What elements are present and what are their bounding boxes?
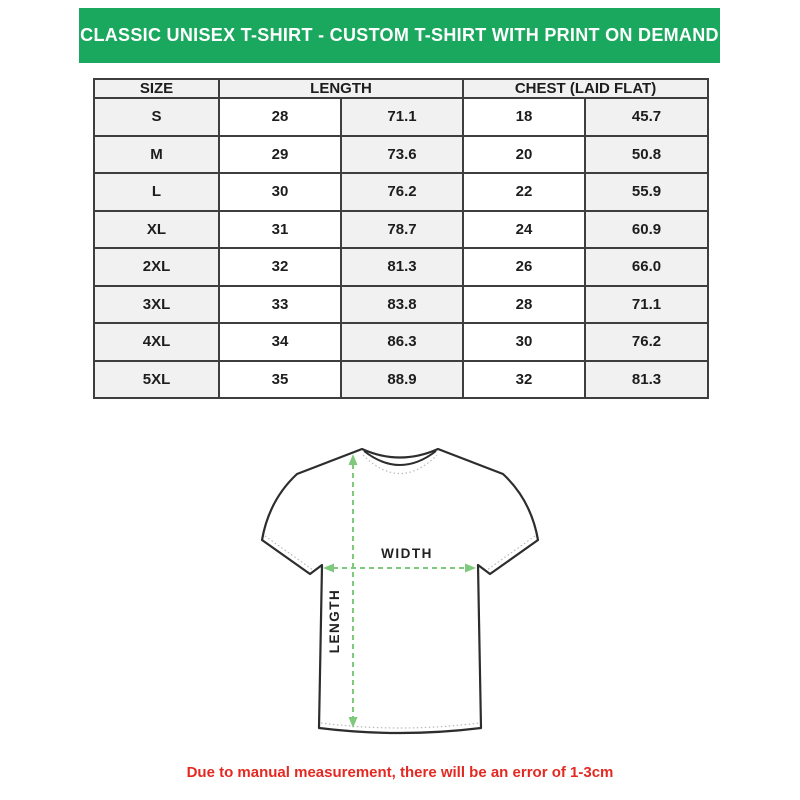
tshirt-illustration [255, 445, 545, 745]
length-label: LENGTH [327, 588, 342, 654]
table-row [94, 136, 708, 174]
page-title: CLASSIC UNISEX T-SHIRT - CUSTOM T-SHIRT WITH PRINT ON DEMAND [80, 25, 719, 45]
length-in-cell: 34 [219, 323, 341, 361]
tshirt-outline [262, 449, 538, 733]
chest-cm-cell: 45.7 [585, 98, 708, 136]
length-in-cell: 32 [219, 248, 341, 286]
size-chart-table [93, 78, 709, 399]
chest-in-cell: 18 [463, 98, 585, 136]
chest-cm-cell: 66.0 [585, 248, 708, 286]
chest-cm-cell: 60.9 [585, 211, 708, 249]
table-row [94, 211, 708, 249]
col-header-chest: CHEST (LAID FLAT) [463, 79, 708, 98]
chest-cm-cell: 81.3 [585, 361, 708, 399]
size-cell: 2XL [94, 248, 219, 286]
length-cm-cell: 71.1 [341, 98, 463, 136]
size-cell: L [94, 173, 219, 211]
length-in-cell: 33 [219, 286, 341, 324]
length-cm-cell: 78.7 [341, 211, 463, 249]
measurement-note: Due to manual measurement, there will be an error of 1-3cm [186, 764, 614, 781]
chest-in-cell: 30 [463, 323, 585, 361]
size-cell: 5XL [94, 361, 219, 399]
chest-in-cell: 20 [463, 136, 585, 174]
chest-in-cell: 22 [463, 173, 585, 211]
chest-in-cell: 28 [463, 286, 585, 324]
size-cell: M [94, 136, 219, 174]
length-in-cell: 31 [219, 211, 341, 249]
table-row [94, 98, 708, 136]
table-row [94, 361, 708, 399]
chest-cm-cell: 55.9 [585, 173, 708, 211]
size-cell: 3XL [94, 286, 219, 324]
chest-in-cell: 32 [463, 361, 585, 399]
table-header-row [94, 79, 708, 98]
width-label: WIDTH [381, 546, 433, 561]
chest-in-cell: 26 [463, 248, 585, 286]
length-cm-cell: 73.6 [341, 136, 463, 174]
length-cm-cell: 86.3 [341, 323, 463, 361]
chest-cm-cell: 50.8 [585, 136, 708, 174]
length-cm-cell: 88.9 [341, 361, 463, 399]
size-cell: XL [94, 211, 219, 249]
table-row [94, 173, 708, 211]
title-banner [79, 8, 720, 63]
length-cm-cell: 83.8 [341, 286, 463, 324]
length-in-cell: 29 [219, 136, 341, 174]
chest-in-cell: 24 [463, 211, 585, 249]
tshirt-diagram [255, 445, 545, 745]
table-row [94, 248, 708, 286]
length-in-cell: 28 [219, 98, 341, 136]
size-cell: 4XL [94, 323, 219, 361]
length-in-cell: 35 [219, 361, 341, 399]
chest-cm-cell: 71.1 [585, 286, 708, 324]
table-row [94, 286, 708, 324]
length-cm-cell: 76.2 [341, 173, 463, 211]
size-cell: S [94, 98, 219, 136]
col-header-size: SIZE [94, 79, 219, 98]
table-row [94, 323, 708, 361]
length-cm-cell: 81.3 [341, 248, 463, 286]
chest-cm-cell: 76.2 [585, 323, 708, 361]
col-header-length: LENGTH [219, 79, 463, 98]
length-in-cell: 30 [219, 173, 341, 211]
